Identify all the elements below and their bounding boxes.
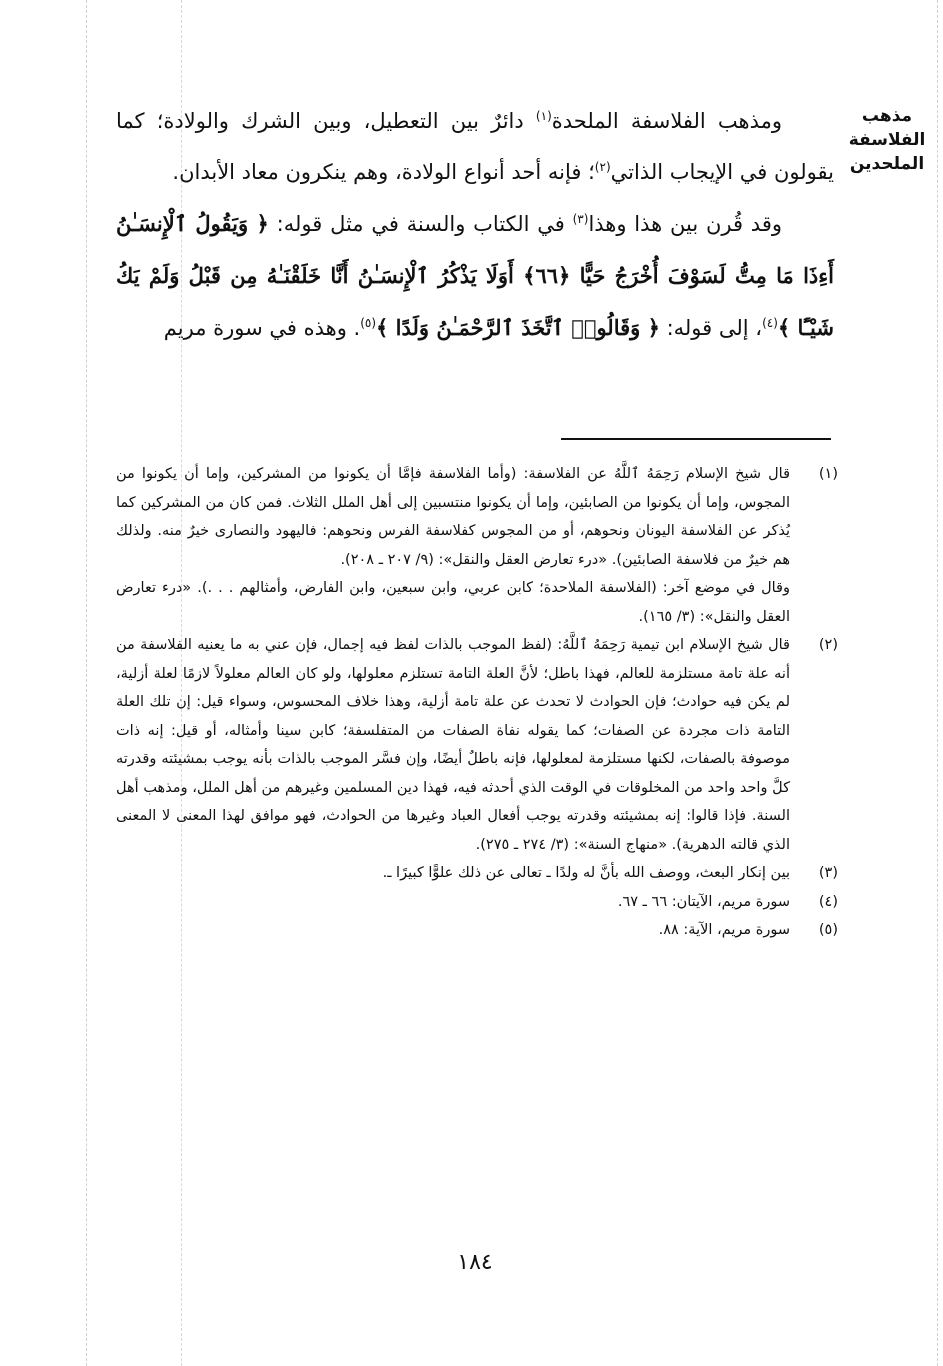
text-run: في الكتاب والسنة في مثل قوله: [268,212,573,236]
margin-heading: مذهب الفلاسفة الملحدين [848,106,926,174]
footnote-paragraph: وقال في موضع آخر: (الفلاسفة الملاحدة؛ كابن عربي، وابن سبعين، وابن الفارض، وأمثالهم . . .). «درء تعارض العقل والنقل»: (٣/ ١٦٥). [116,580,790,625]
page-number: ١٨٤ [457,1250,493,1275]
footnote-4 [116,888,842,917]
footnote-paragraph: بين إنكار البعث، ووصف الله بأنَّ له ولدًا ـ تعالى عن ذلك علوًّا كبيرًا ـ. [382,865,790,881]
footnote-paragraph: سورة مريم، الآية: ٨٨. [658,922,790,938]
text-run: . وهذه في سورة مريم [163,316,361,340]
footnotes [116,460,842,945]
footnote-1 [116,460,842,631]
footnote-text [116,460,790,631]
footnote-paragraph: قال شيخ الإسلام ابن تيمية رَحِمَهُ ٱللَّهُ: (لفظ الموجب بالذات لفظ فيه إجمال، فإن عني به ما يعنيه الفلاسفة من أنه علة تامة مستلزمة للعالم، فهذا باطل؛ لأنَّ العلة التامة تستلزم معلولها، ولو كان العالم معلولاً لازمًا لعلة أزلية، لم يكن فيه حوادث؛ فإن الحوادث لا تحدث عن علة تامة أزلية، وهذا خلاف المحسوس، وسواء قيل: إن تلك العلة التامة ذات مجردة عن الصفات؛ كما يقوله نفاة الصفات من المتفلسفة؛ كابن سينا وأمثاله، أو قيل: إنه ذات موصوفة بالصفات، لكنها مستلزمة لمعلولها، فإنه باطلٌ أيضًا، وإن فسَّر الموجب بالذات بأنه يوجب بمشيئته وقدرته كلَّ واحد واحد من المخلوقات في الوقت الذي أحدثه فيه، فهذا دين المسلمين وغيرهم من أهل الملل، ومذهب أهل السنة. فإذا قالوا: إنه بمشيئته وقدرته يوجب أفعال العباد وغيرها من الحوادث، فهو موافق لهذا المعنى لا المعنى الذي قالته الدهرية). «منهاج السنة»: (٣/ ٢٧٤ ـ ٢٧٥). [116,637,790,853]
paragraph-2 [116,198,834,354]
right-guide-line [937,0,938,1366]
left-guide-line [86,0,87,1366]
text-run: ؛ فإنه أحد أنواع الولادة، وهم ينكرون معاد الأبدان. [172,160,595,184]
footnote-ref-3[interactable]: (٣) [572,212,589,226]
text-run: دائرٌ بين التعطيل، وبين الشرك والولادة؛ كما يقولون في الإيجاب الذاتي [116,109,834,184]
footnote-ref-5[interactable]: (٥) [360,316,377,330]
footnote-text [116,631,790,859]
quran-verse-1: ﴿ وَيَقُولُ ٱلْإِنسَـٰنُ أَءِذَا مَا مِتُّ لَسَوْفَ أُخْرَجُ حَيًّا ﴿٦٦﴾ أَوَلَا يَذْكُرُ ٱلْإِنسَـٰنُ أَنَّا خَلَقْنَـٰهُ مِن قَبْلُ وَلَمْ يَكُ شَيْـًٔا ﴾ [116,211,834,340]
text-run: وقد قُرن بين هذا وهذا [588,212,783,236]
footnote-number: (٥) [818,922,838,938]
footnote-ref-2[interactable]: (٢) [594,160,611,174]
footnote-ref-1[interactable]: (١) [535,109,552,123]
footnote-3 [116,859,842,888]
footnote-number: (٢) [818,637,838,653]
quran-verse-2: ﴿ وَقَالُوا۟ ٱتَّخَذَ ٱلرَّحْمَـٰنُ وَلَدًا ﴾ [376,315,660,340]
footnote-paragraph: سورة مريم، الآيتان: ٦٦ ـ ٦٧. [617,893,790,910]
footnote-number: (١) [818,466,838,482]
footnote-number: (٤) [818,893,838,910]
main-text [116,96,834,354]
footnote-text [116,916,790,945]
footnote-number: (٣) [818,865,838,881]
footnote-separator [561,438,831,440]
footnote-paragraph: قال شيخ الإسلام رَحِمَهُ ٱللَّهُ عن الفلاسفة: (وأما الفلاسفة فإمَّا أن يكونوا من المشركين، وإما أن يكونوا من المجوس، وإما أن يكونوا من الصابئين، وإما أن يكونوا منتسبين إلى أهل الملل الثلاث. فمن كان من المشركين كما يُذكر عن الفلاسفة اليونان ونحوهم، أو من المجوس كفلاسفة الفرس ونحوهم: فاليهود والنصارى خيرٌ منه. ولذلك هم خيرٌ من فلاسفة الصابئين). «درء تعارض العقل والنقل»: (٩/ ٢٠٧ ـ ٢٠٨). [116,466,790,568]
text-run: ، إلى قوله: [659,316,763,340]
footnote-5 [116,916,842,945]
footnote-ref-4[interactable]: (٤) [762,316,778,330]
footnote-2 [116,631,842,859]
footnote-text [116,859,790,888]
footnote-text [116,888,790,917]
text-run: ومذهب الفلاسفة الملحدة [551,109,782,133]
paragraph-1 [116,96,834,198]
